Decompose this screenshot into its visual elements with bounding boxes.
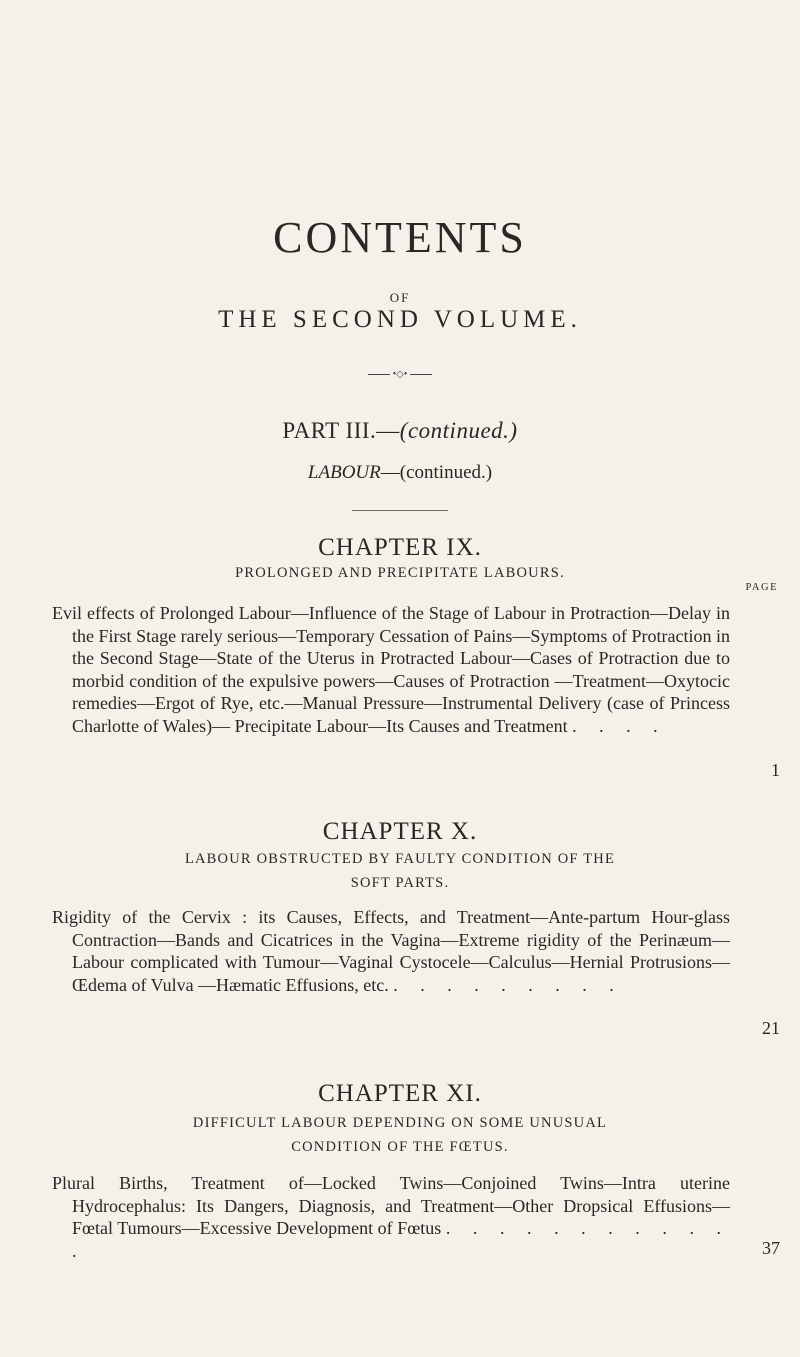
chapter-11-entries xyxy=(52,1172,730,1262)
volume-title: THE SECOND VOLUME. xyxy=(218,306,582,333)
part-continued: (continued.) xyxy=(399,418,518,443)
chapter-11-subtitle-line2: CONDITION OF THE FŒTUS. xyxy=(291,1139,509,1155)
section-title: LABOUR xyxy=(307,462,381,483)
chapter-10-leaders: . . . . . . . . . xyxy=(393,974,623,995)
contents-of-label: OF xyxy=(389,290,411,305)
chapter-11-leaders: . . . . . . . . . . . . xyxy=(72,1218,731,1261)
page-column-label: PAGE xyxy=(745,582,778,593)
chapter-9-subtitle: PROLONGED AND PRECIPITATE LABOURS. xyxy=(235,565,565,581)
ornament-divider xyxy=(0,369,800,380)
chapter-9-heading: CHAPTER IX. xyxy=(318,534,482,561)
ornament-diamond-icon: •◇• xyxy=(392,369,408,380)
contents-title: CONTENTS xyxy=(273,213,527,262)
chapter-9-page-number: 1 xyxy=(771,760,780,780)
chapter-10-entries xyxy=(52,906,730,996)
part-label: PART III.— xyxy=(282,418,400,443)
chapter-10-entries-text: Rigidity of the Cervix : its Causes, Effects, and Treatment—Ante-partum Hour-glass Contraction—Bands and Cicatrices in the Vagina—Extreme rigidity of the Perinæum—Labour complicated with Tumour—Vaginal Cystocele—Calculus—Hernial Protrusions—Œdema of Vulva —Hæmatic Effusions, etc. xyxy=(52,907,730,995)
chapter-9-leaders: . . . . xyxy=(572,715,667,736)
chapter-9-entries-text: Evil effects of Prolonged Labour—Influence of the Stage of Labour in Protraction—Delay in the First Stage rarely serious—Temporary Cessation of Pains—Symptoms of Protraction in the Second Stage—State of the Uterus in Protracted Labour—Cases of Protraction due to morbid condition of the expulsive powers—Causes of Protraction —Treatment—Oxytocic remedies—Ergot of Rye, etc.—Manual Pressure—Instrumental Delivery (case of Princess Charlotte of Wales)— Precipitate Labour—Its Causes and Treatment xyxy=(52,603,730,736)
chapter-11-entries-text: Plural Births, Treatment of—Locked Twins—Conjoined Twins—Intra uterine Hydrocephalus: Its Dangers, Diagnosis, and Treatment—Other Dropsical Effusions—Fœtal Tumours—Excessive Development of Fœtus xyxy=(52,1173,730,1238)
ornament-line-right xyxy=(410,374,432,375)
chapter-10-heading: CHAPTER X. xyxy=(322,818,478,845)
chapter-10-subtitle-line1: LABOUR OBSTRUCTED BY FAULTY CONDITION OF THE xyxy=(184,851,616,867)
chapter-11-subtitle-line1: DIFFICULT LABOUR DEPENDING ON SOME UNUSUAL xyxy=(192,1115,608,1131)
chapter-10-page-number: 21 xyxy=(762,1018,780,1038)
ornament-line-left xyxy=(368,374,390,375)
section-continued: —(continued.) xyxy=(380,462,493,483)
chapter-9-entries xyxy=(52,602,730,737)
chapter-11-page-number: 37 xyxy=(762,1238,780,1258)
section-heading xyxy=(0,462,800,484)
chapter-10-subtitle-line2: SOFT PARTS. xyxy=(350,875,450,891)
part-heading xyxy=(0,418,800,444)
section-rule xyxy=(352,510,448,511)
chapter-11-heading: CHAPTER XI. xyxy=(318,1080,482,1107)
